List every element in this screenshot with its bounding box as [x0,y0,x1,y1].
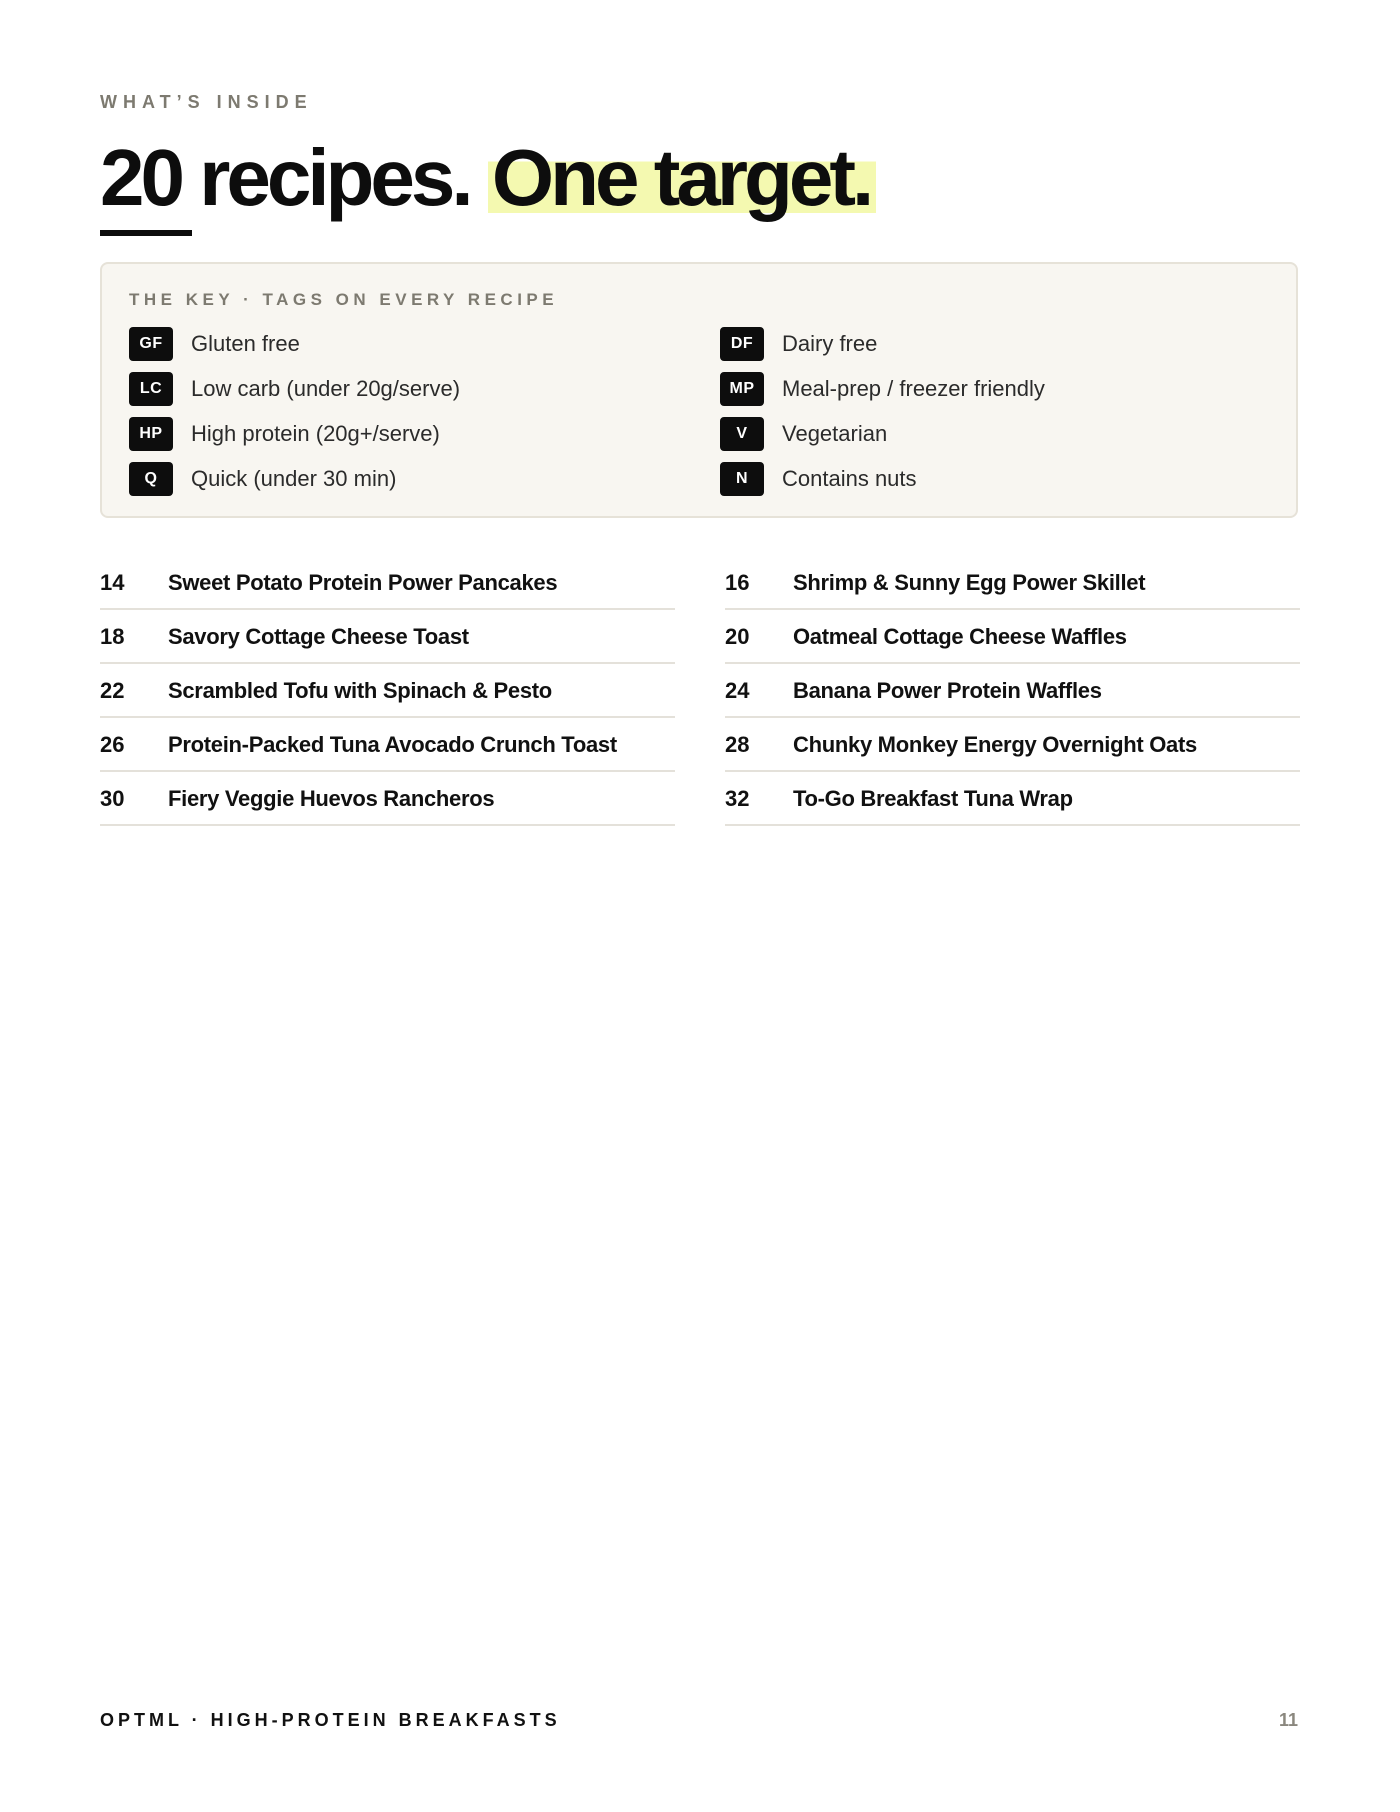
headline-highlight: One target. [488,133,876,222]
tag-key-panel [100,262,1298,518]
section-eyebrow: WHAT’S INSIDE [100,92,313,112]
contents-recipe-title: Shrimp & Sunny Egg Power Skillet [793,570,1146,595]
contents-row[interactable] [100,774,675,826]
contents-page-number: 20 [725,624,750,649]
contents-page-number: 24 [725,678,750,703]
headline-text: recipes. [180,133,470,222]
key-item-low-carb [129,372,460,406]
tag-badge: GF [129,327,173,361]
headline-number-wrap [100,130,181,226]
contents-recipe-title: Protein-Packed Tuna Avocado Crunch Toast [168,732,617,757]
contents-recipe-title: Sweet Potato Protein Power Pancakes [168,570,558,595]
contents-row[interactable] [725,612,1300,664]
tag-badge: DF [720,327,764,361]
tag-badge: Q [129,462,173,496]
contents-recipe-title: Banana Power Protein Waffles [793,678,1102,703]
contents-page-number: 22 [100,678,125,703]
footer-page-number: 11 [1278,1710,1298,1730]
contents-row[interactable] [100,612,675,664]
key-item-label: Meal-prep / freezer friendly [782,376,1045,401]
key-item-contains-nuts [720,462,917,496]
contents-page-number: 14 [100,570,125,595]
tag-badge: HP [129,417,173,451]
contents-row[interactable] [725,720,1300,772]
headline-underline [100,230,192,236]
contents-page-number: 30 [100,786,125,811]
contents-recipe-title: Scrambled Tofu with Spinach & Pesto [168,678,552,703]
key-item-label: Contains nuts [782,466,917,491]
contents-recipe-title: Chunky Monkey Energy Overnight Oats [793,732,1197,757]
page-title [100,130,876,226]
key-item-gluten-free [129,327,300,361]
key-item-label: Vegetarian [782,421,888,446]
contents-page-number: 16 [725,570,750,595]
contents-recipe-title: To-Go Breakfast Tuna Wrap [793,786,1073,811]
contents-recipe-title: Fiery Veggie Huevos Rancheros [168,786,495,811]
contents-recipe-title: Oatmeal Cottage Cheese Waffles [793,624,1127,649]
contents-page-number: 28 [725,732,750,757]
tag-badge: V [720,417,764,451]
contents-page-number: 32 [725,786,750,811]
contents-row[interactable] [100,720,675,772]
key-item-label: Quick (under 30 min) [191,466,397,491]
key-item-quick [129,462,396,496]
key-item-vegetarian [720,417,887,451]
contents-column-right [725,558,1300,828]
key-item-label: Gluten free [191,331,300,356]
contents-row[interactable] [725,558,1300,610]
key-item-high-protein [129,417,440,451]
key-item-dairy-free [720,327,877,361]
tag-badge: MP [720,372,764,406]
contents-row[interactable] [725,666,1300,718]
contents-row[interactable] [100,666,675,718]
contents-page-number: 18 [100,624,125,649]
contents-page-number: 26 [100,732,125,757]
headline-number: 20 [100,133,181,222]
key-item-label: Dairy free [782,331,878,356]
key-item-label: High protein (20g+/serve) [191,421,440,446]
page [100,0,1300,1812]
contents-column-left [100,558,675,828]
contents-recipe-title: Savory Cottage Cheese Toast [168,624,469,649]
tag-badge: LC [129,372,173,406]
contents-row[interactable] [100,558,675,610]
contents-row[interactable] [725,774,1300,826]
key-item-label: Low carb (under 20g/serve) [191,376,461,401]
footer-brand: OPTML · HIGH-PROTEIN BREAKFASTS [100,1710,561,1730]
key-item-meal-prep [720,372,1045,406]
tag-key-title: THE KEY · TAGS ON EVERY RECIPE [129,290,559,309]
tag-badge: N [720,462,764,496]
